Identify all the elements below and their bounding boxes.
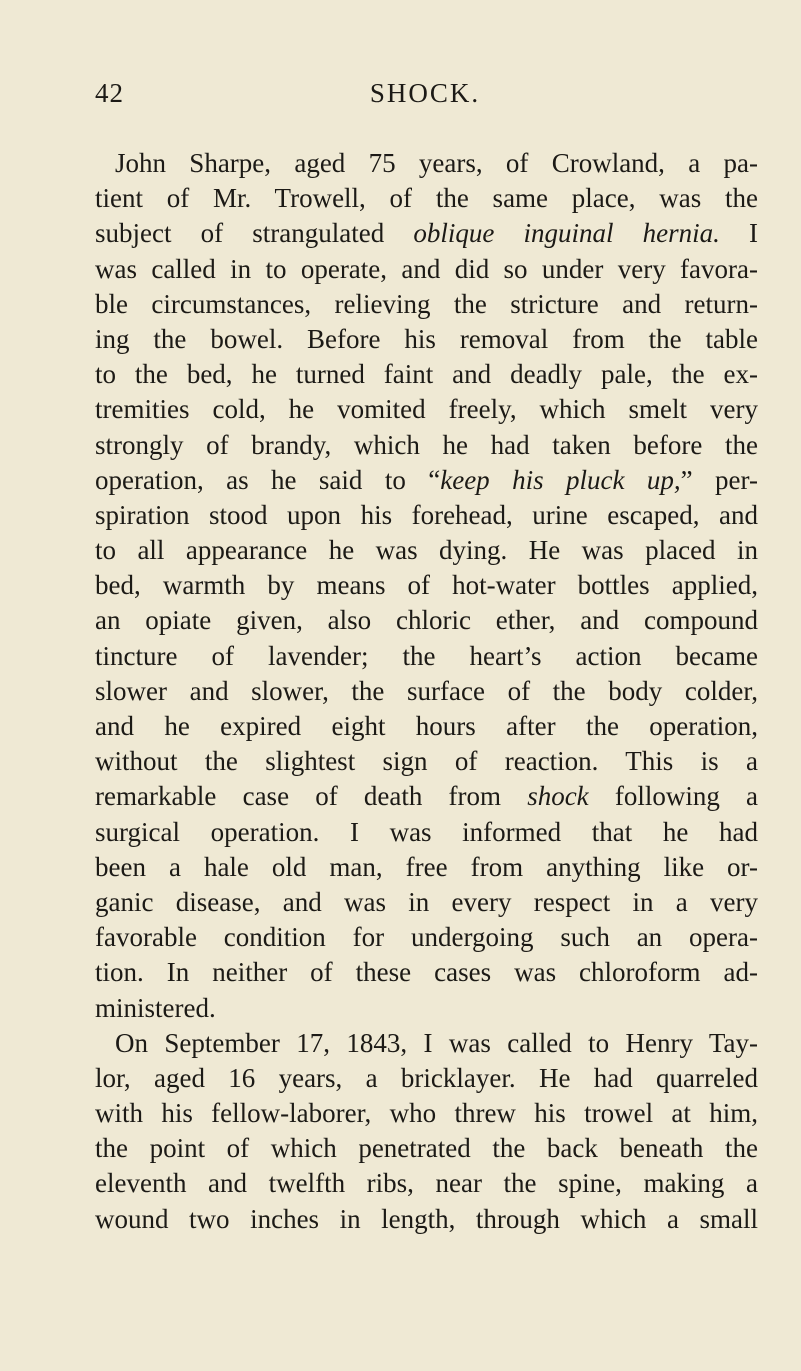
text-line (95, 815, 758, 850)
text-line (95, 779, 758, 814)
text-segment: to all appearance he was dying. He was placed in (95, 535, 758, 566)
text-segment: ministered. (95, 992, 216, 1023)
page-header (95, 78, 755, 114)
text-segment: tion. In neither of these cases was chloroform ad- (95, 957, 758, 988)
text-segment: tincture of lavender; the heart’s action became (95, 640, 758, 671)
text-segment: John Sharpe, aged 75 years, of Crowland, a pa- (115, 148, 758, 178)
text-segment: remarkable case of death from (95, 781, 528, 812)
text-line (95, 568, 758, 603)
text-line (95, 181, 758, 216)
text-segment: following a (588, 781, 758, 812)
text-segment: to the bed, he turned faint and deadly pale, the ex- (95, 359, 758, 390)
text-segment: and he expired eight hours after the operation, (95, 711, 758, 741)
text-segment: I (719, 218, 758, 249)
text-segment: lor, aged 16 years, a bricklayer. He had quarreled (95, 1062, 758, 1093)
text-line (95, 639, 758, 674)
text-segment: ing the bowel. Before his removal from the table (95, 323, 758, 354)
italic-text: keep his pluck up, (440, 464, 681, 495)
text-line (95, 955, 758, 990)
text-segment: the point of which penetrated the back beneath the (95, 1133, 758, 1164)
text-segment: was called in to operate, and did so under very favora- (95, 253, 758, 284)
text-segment: subject of strangulated (95, 218, 414, 249)
text-line (95, 920, 758, 955)
italic-text: oblique inguinal hernia. (413, 218, 720, 249)
text-line (95, 216, 758, 251)
text-segment: eleventh and twelfth ribs, near the spine, making a (95, 1168, 758, 1199)
text-line (95, 392, 758, 427)
text-line (95, 674, 758, 709)
text-line (95, 146, 758, 181)
text-segment: operation, as he said to “ (95, 464, 441, 495)
text-line (95, 1096, 758, 1131)
text-segment: ” per- (680, 464, 758, 495)
italic-text: shock (527, 781, 589, 812)
text-line (95, 252, 758, 287)
text-line (95, 1026, 758, 1061)
text-segment: surgical operation. I was informed that he had (95, 816, 758, 847)
text-line (95, 1202, 758, 1237)
text-segment: without the slightest sign of reaction. This is a (95, 746, 758, 777)
text-segment: bed, warmth by means of hot-water bottles applied, (95, 570, 758, 601)
text-segment: an opiate given, also chloric ether, and compound (95, 605, 758, 636)
text-line (95, 287, 758, 322)
text-line (95, 428, 758, 463)
text-segment: ganic disease, and was in every respect in a very (95, 886, 758, 917)
text-line (95, 709, 758, 744)
text-line (95, 357, 758, 392)
text-line (95, 1166, 758, 1201)
page-number: 42 (95, 78, 124, 108)
text-segment: wound two inches in length, through which a small (95, 1203, 758, 1234)
text-line (95, 603, 758, 638)
running-head: SHOCK. (369, 78, 481, 108)
text-segment: tient of Mr. Trowell, of the same place, was the (95, 183, 758, 214)
text-segment: favorable condition for undergoing such an opera- (95, 922, 758, 953)
text-segment: ble circumstances, relieving the stricture and return- (95, 288, 758, 319)
text-line (95, 991, 758, 1026)
text-line (95, 463, 758, 498)
text-segment: On September 17, 1843, I was called to Henry Tay- (115, 1027, 758, 1058)
text-line (95, 533, 758, 568)
text-line (95, 1061, 758, 1096)
text-line (95, 498, 758, 533)
text-segment: tremities cold, he vomited freely, which smelt very (95, 394, 758, 425)
text-segment: slower and slower, the surface of the body colder, (95, 675, 758, 706)
text-line (95, 850, 758, 885)
text-line (95, 322, 758, 357)
text-line (95, 1131, 758, 1166)
text-segment: spiration stood upon his forehead, urine escaped, and (95, 499, 758, 530)
text-line (95, 885, 758, 920)
text-segment: strongly of brandy, which he had taken before the (95, 429, 758, 460)
body-text (95, 146, 758, 1237)
text-segment: with his fellow-laborer, who threw his trowel at him, (95, 1098, 758, 1129)
text-segment: been a hale old man, free from anything like or- (95, 851, 758, 882)
text-line (95, 744, 758, 779)
